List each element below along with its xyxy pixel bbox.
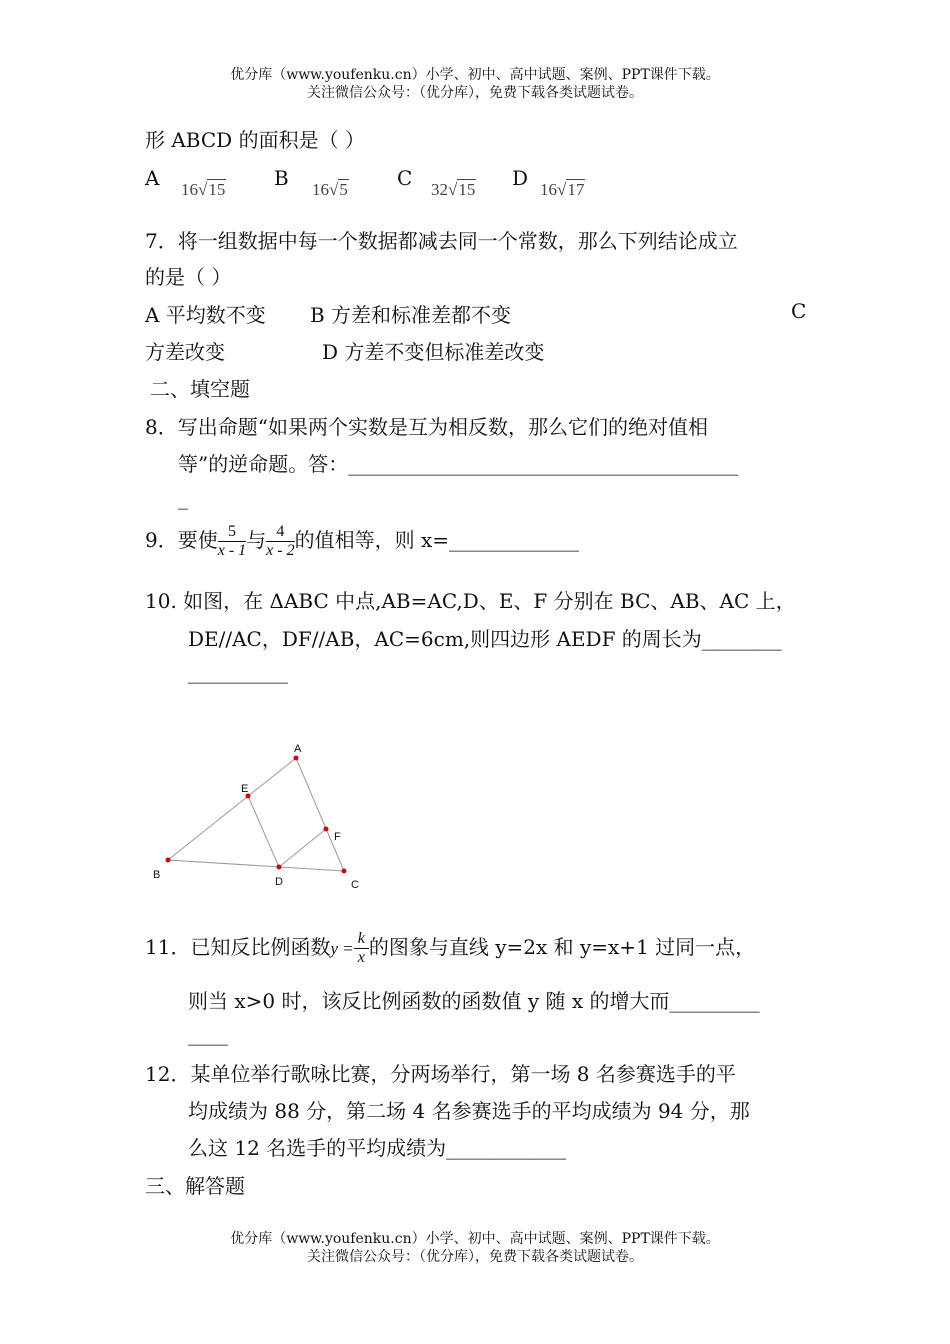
label-c: C <box>351 879 359 891</box>
q6-option-b-value: 16√5 <box>312 180 348 199</box>
q7-option-d: D 方差不变但标准差改变 <box>322 340 545 364</box>
label-f: F <box>334 831 341 843</box>
point-b <box>166 858 171 863</box>
point-d <box>277 865 282 870</box>
section-answer: 三、解答题 <box>145 1174 245 1198</box>
footer-line-1: 优分库（www.youfenku.cn）小学、初中、高中试题、案例、PPT课件下载。 <box>230 1231 720 1247</box>
q6-option-d: D <box>512 166 529 190</box>
q10-line-3: __________ <box>188 660 288 684</box>
q12-line-2: 均成绩为 88 分，第二场 4 名参赛选手的平均成绩为 94 分，那 <box>188 1099 750 1123</box>
point-c <box>342 869 347 874</box>
point-f <box>324 827 329 832</box>
header-line-1: 优分库（www.youfenku.cn）小学、初中、高中试题、案例、PPT课件下载。 <box>230 67 720 83</box>
header-line-2: 关注微信公众号：（优分库），免费下载各类试题试卷。 <box>307 85 643 101</box>
section-fill-in: 二、填空题 <box>150 377 250 401</box>
q10-line-1: 10. 如图，在 ΔABC 中点,AB=AC,D、E、F 分别在 BC、AB、AC 上， <box>145 589 796 613</box>
q11-fraction: $\frac{k}{x}$ <box>354 930 369 967</box>
q6-option-a-value: 16√15 <box>181 180 226 199</box>
label-e: E <box>241 783 249 795</box>
q6-text: 形 ABCD 的面积是（ ） <box>145 128 365 152</box>
segment-de <box>248 796 279 867</box>
q11-line-2: 则当 x>0 时，该反比例函数的函数值 y 随 x 的增大而_________ <box>188 989 760 1013</box>
q8-line-1: 8．写出命题“如果两个实数是互为相反数，那么它们的绝对值相 <box>145 415 708 439</box>
q6-option-c-value: 32√15 <box>431 180 476 199</box>
segment-bc <box>168 860 344 871</box>
label-b: B <box>153 869 161 881</box>
q7-option-a: A 平均数不变 <box>145 303 266 327</box>
footer-line-2: 关注微信公众号：（优分库），免费下载各类试题试卷。 <box>307 1249 643 1265</box>
q7-option-c-text: 方差改变 <box>145 340 225 364</box>
q6-option-b: B <box>274 166 289 190</box>
q11-line-3: ____ <box>188 1022 228 1046</box>
q10-line-2: DE//AC，DF//AB，AC=6cm,则四边形 AEDF 的周长为________ <box>188 627 782 651</box>
q9-line: 9．要使 $\frac{5}{x - 1}$ 与 $\frac{4}{x - 2}$ 的值相等，则 x=_____________ <box>145 523 580 559</box>
point-a <box>294 756 299 761</box>
q7-line-2: 的是（ ） <box>145 265 232 289</box>
q7-option-c-letter: C <box>791 299 807 323</box>
segment-df <box>279 829 326 867</box>
label-d: D <box>275 876 283 888</box>
q9-fraction-2: $\frac{4}{x - 2}$ <box>266 523 295 559</box>
label-a: A <box>294 743 302 755</box>
q6-option-a: A <box>145 166 160 190</box>
q9-fraction-1: $\frac{5}{x - 1}$ <box>217 523 247 559</box>
q8-line-3: _ <box>178 486 188 510</box>
q7-line-1: 7．将一组数据中每一个数据都减去同一个常数，那么下列结论成立 <box>145 229 738 253</box>
q6-option-d-value: 16√17 <box>540 180 585 199</box>
segment-ab <box>168 758 296 860</box>
q7-option-b: B 方差和标准差都不变 <box>310 303 512 327</box>
triangle-figure <box>145 738 375 898</box>
q6-option-c: C <box>397 166 413 190</box>
q12-line-3: 么这 12 名选手的平均成绩为____________ <box>188 1136 567 1160</box>
q8-line-2: 等”的逆命题。答：_______________________________________ <box>178 452 739 476</box>
segment-ac <box>296 758 344 871</box>
q11-line-1: 11．已知反比例函数y = $\frac{k}{x}$ 的图象与直线 y=2x 和 y=x+1 过同一点， <box>145 930 756 966</box>
q12-line-1: 12．某单位举行歌咏比赛，分两场举行，第一场 8 名参赛选手的平 <box>145 1062 736 1086</box>
